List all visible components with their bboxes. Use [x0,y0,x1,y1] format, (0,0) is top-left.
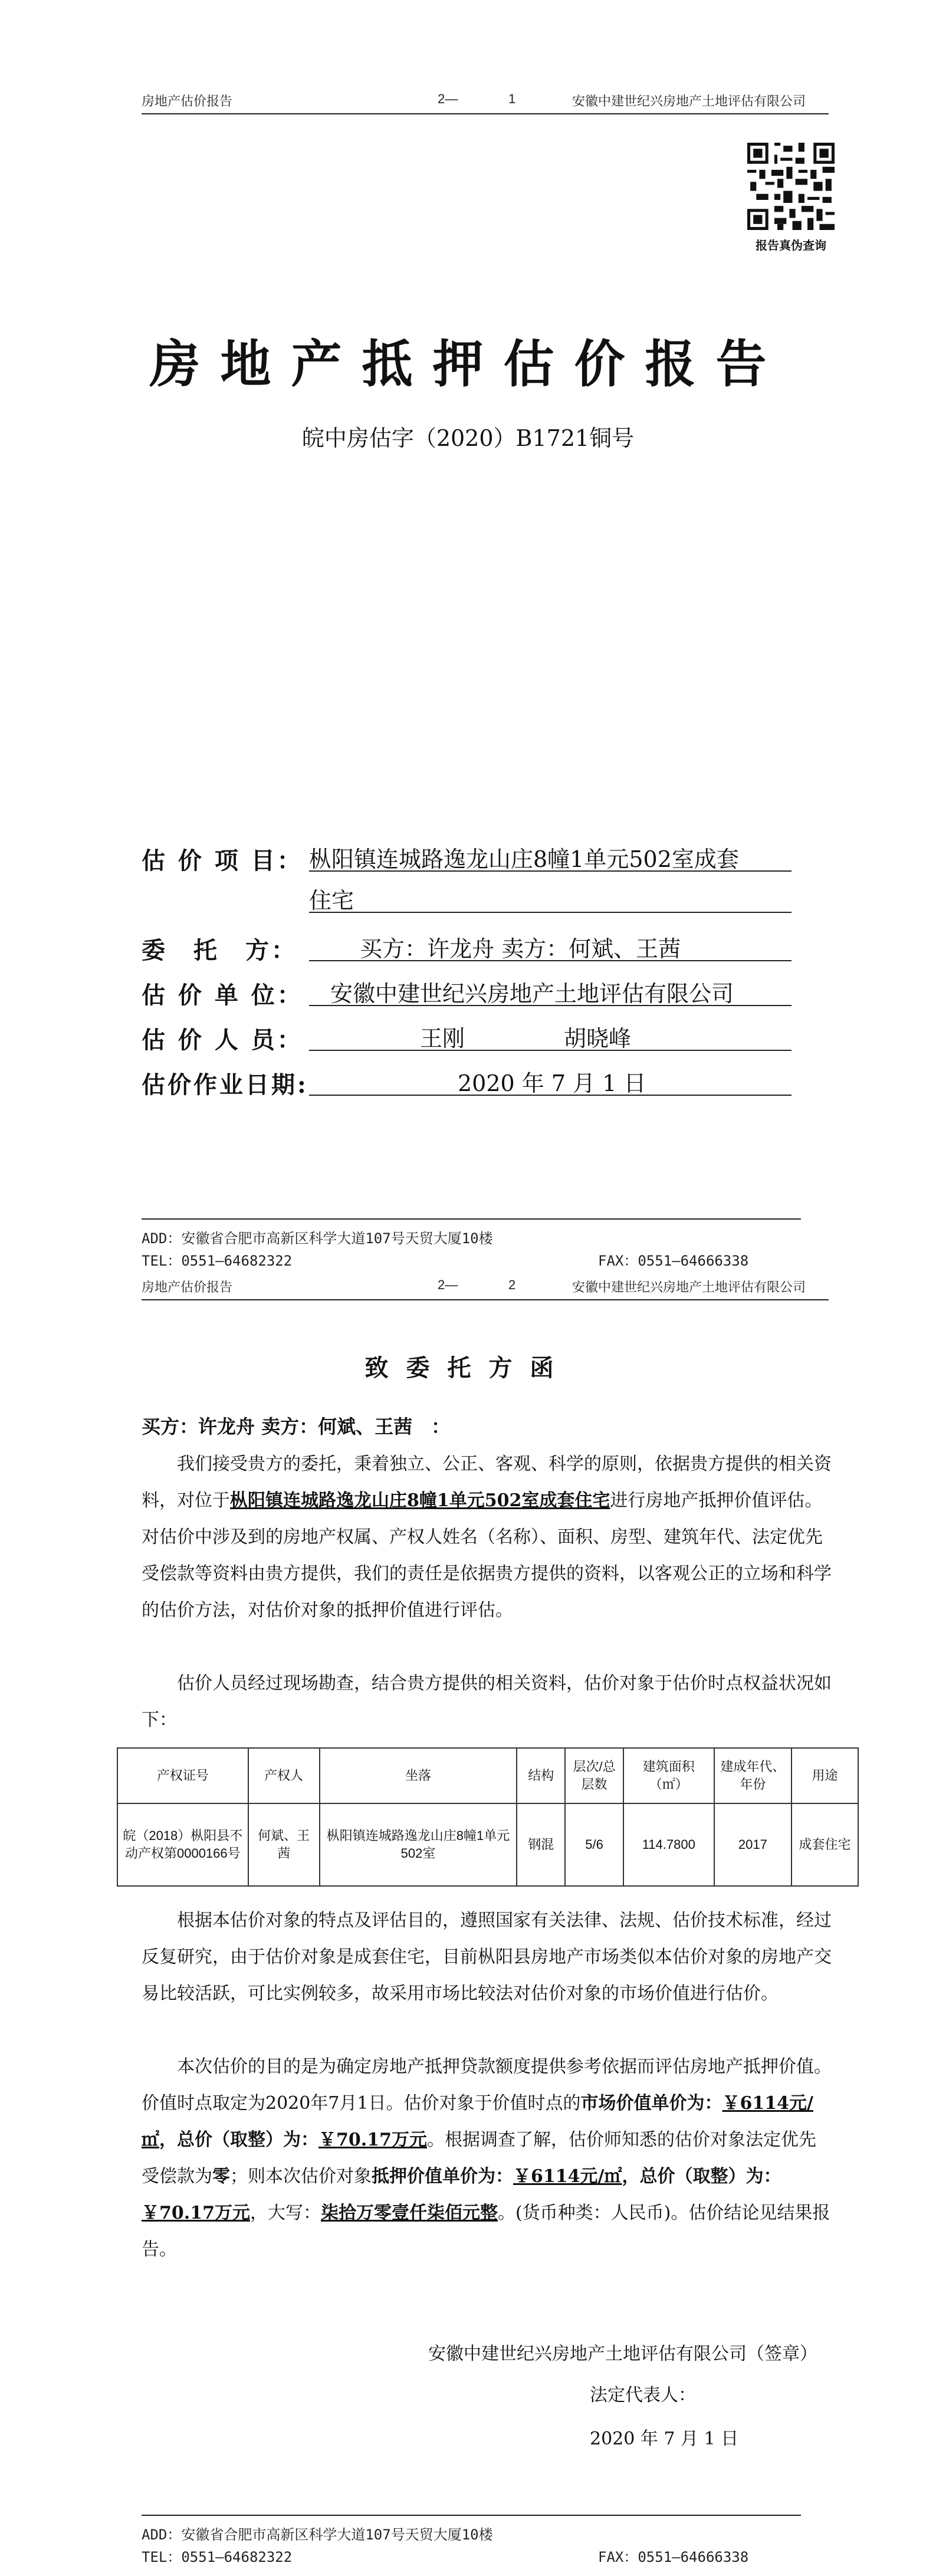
header-page-number: 1 [508,91,516,106]
col-year: 建成年代、年份 [714,1748,792,1803]
para4-market-total-label: ，总价（取整）为： [159,2130,318,2150]
addressee: 买方：许龙舟 卖方：何斌、王茜 ： [142,1415,451,1438]
col-usage: 用途 [792,1748,858,1803]
para4-mortgage-total-price: ￥70.17万元 [142,2203,250,2223]
para4-text-8: ；则本次估价对象 [230,2166,372,2187]
footer-rule [142,2515,801,2516]
report-number: 皖中房估字（2020）B1721铜号 [301,425,635,451]
qr-code-icon[interactable] [747,143,835,230]
letter-title: 致委托方函 [364,1354,572,1382]
para1-property-address: 枞阳镇连城路逸龙山庄8幢1单元502室成套住宅 [230,1490,610,1511]
para4-mortgage-unit-price: ￥6114元/㎡ [513,2166,622,2187]
para4-market-unit-price: ￥6114元/㎡ [142,2093,813,2150]
header-right: 安徽中建世纪兴房地产土地评估有限公司 [572,1280,806,1294]
cell-structure: 钢混 [517,1803,565,1886]
para4-market-unit-label: 市场价值单价为： [580,2093,722,2114]
header-left: 房地产估价报告 [142,1280,233,1294]
col-owner: 产权人 [248,1748,320,1803]
unit-label: 估 价 单 位： [142,981,303,1009]
project-label: 估 价 项 目： [142,847,303,875]
cell-area: 114.7800 [623,1803,714,1886]
cell-cert-no: 皖（2018）枞阳县不动产权第0000166号 [117,1803,248,1886]
cell-owner: 何斌、王茜 [248,1803,320,1886]
staff-name-1: 王刚 [420,1026,465,1052]
client-underline [309,960,792,961]
para4-mortgage-unit-label: 抵押价值单价为： [372,2166,513,2187]
header-left: 房地产估价报告 [142,94,233,109]
date-value: 2020 年 7 月 1 日 [458,1070,646,1096]
para4-text-15: 。(货币种类：人民币)。估价结论见结果报告。 [142,2203,830,2260]
signature-representative: 法定代表人： [590,2385,696,2406]
client-label: 委 托 方： [142,937,297,964]
paragraph-3: 根据本估价对象的特点及评估目的，遵照国家有关法律、法规、估价技术标准，经过反复研究，由于估价对象是成套住宅，目前枞阳县房地产市场类似本估价对象的房地产交易比较活跃，可比实例较多，故采用市场比较法对估价对象的市场价值进行估价。 [142,1910,832,2004]
project-underline-1 [309,870,792,872]
paragraph-2: 估价人员经过现场勘查，结合贵方提供的相关资料，估价对象于估价时点权益状况如下： [142,1673,832,1730]
footer-rule [142,1218,801,1220]
para4-market-total-price: ￥70.17万元 [318,2130,427,2150]
table-header-row [117,1748,858,1803]
col-cert-no: 产权证号 [117,1748,248,1803]
date-underline [309,1095,792,1096]
cell-year: 2017 [714,1803,792,1886]
cell-floors: 5/6 [565,1803,623,1886]
table-row [117,1803,858,1886]
signature-company: 安徽中建世纪兴房地产土地评估有限公司（签章） [428,2344,817,2364]
project-value-line2: 住宅 [309,888,354,914]
col-area: 建筑面积（㎡） [623,1748,714,1803]
para4-text-1: 本次估价的目的是为确定房地产抵押贷款额度提供参考依据而评估房地产抵押价值。价值时点取定为2020年7月1日。估价对象于价值时点的 [142,2056,832,2114]
header-rule [142,1299,829,1300]
para4-mortgage-total-label: ，总价（取整）为： [622,2166,781,2187]
para4-text-6: 。根据调查了解，估价师知悉的估价对象法定优先受偿款为 [142,2130,816,2187]
report-title: 房地产抵押估价报告 [149,334,787,394]
para4-amount-in-words: 柒拾万零壹仟柒佰元整 [320,2203,498,2223]
para1-text-a: 我们接受贵方的委托，秉着独立、公正、客观、科学的原则，依据贵方提供的相关资料，对位于 [142,1454,832,1511]
date-label: 估价作业日期: [142,1071,308,1099]
footer-address: ADD：安徽省合肥市高新区科学大道107号天贸大厦10楼 [142,1230,493,1247]
para4-text-13: ，大写： [249,2203,321,2223]
unit-underline [309,1005,792,1006]
qr-caption: 报告真伪查询 [756,239,826,252]
project-underline-2 [309,912,792,913]
footer-fax: FAX：0551—64666338 [598,1253,749,1269]
footer-address: ADD：安徽省合肥市高新区科学大道107号天贸大厦10楼 [142,2526,493,2543]
footer-tel: TEL：0551—64682322 [142,2549,293,2565]
staff-name-2: 胡晓峰 [564,1026,632,1052]
para1-text-c: 进行房地产抵押价值评估。对估价中涉及到的房地产权属、产权人姓名（名称）、面积、房型、建筑年代、法定优先受偿款等资料由贵方提供，我们的责任是依据贵方提供的资料，以客观公正的立场和科学的估价方法，对估价对象的抵押价值进行评估。 [142,1490,832,1621]
header-rule [142,113,829,114]
signature-date: 2020 年 7 月 1 日 [590,2429,739,2449]
paragraph-1 [142,1446,832,1629]
footer-tel: TEL：0551—64682322 [142,1253,293,1269]
header-page-prefix: 2— [438,91,458,106]
staff-label: 估 价 人 员： [142,1026,303,1054]
col-location: 坐落 [320,1748,517,1803]
project-value-line1: 枞阳镇连城路逸龙山庄8幢1单元502室成套 [309,846,739,872]
col-structure: 结构 [517,1748,565,1803]
paragraph-4 [142,2049,832,2268]
staff-underline [309,1050,792,1051]
unit-value: 安徽中建世纪兴房地产土地评估有限公司 [330,981,734,1007]
header-right: 安徽中建世纪兴房地产土地评估有限公司 [572,94,806,109]
header-page-prefix: 2— [438,1277,458,1292]
col-floors: 层次/总层数 [565,1748,623,1803]
footer-fax: FAX：0551—64666338 [598,2549,749,2565]
para4-priority-amount: 零 [212,2166,230,2187]
cell-usage: 成套住宅 [792,1803,858,1886]
cell-location: 枞阳镇连城路逸龙山庄8幢1单元502室 [320,1803,517,1886]
header-page-number: 2 [508,1277,516,1292]
property-table [117,1747,859,1887]
client-value: 买方：许龙舟 卖方：何斌、王茜 [360,936,681,962]
